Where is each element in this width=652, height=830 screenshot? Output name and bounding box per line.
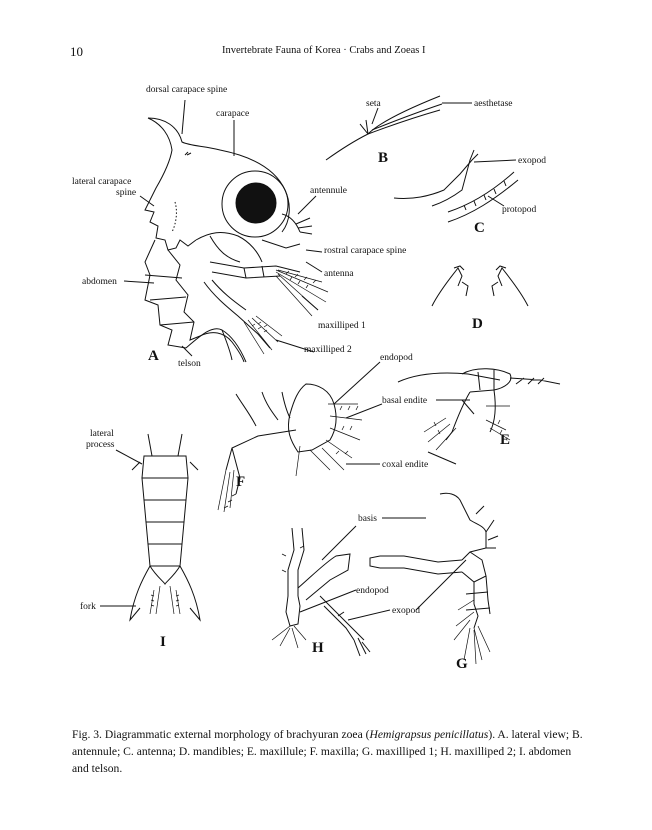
label-protopod: protopod [502,205,537,215]
label-lateral-carapace-spine-line2: spine [116,188,137,198]
caption-prefix: Fig. 3. Diagrammatic external morphology of brachyuran zoea ( [72,727,370,741]
maxilliped-1-drawing [370,493,498,664]
panel-label-d: D [472,316,483,332]
antennule-drawing [326,96,472,160]
panel-label-b: B [378,150,389,166]
panel-label-h: H [312,640,324,656]
label-endopod-h: endopod [356,586,389,596]
mandibles-drawing [432,266,528,306]
label-coxal-endite: coxal endite [382,460,429,470]
figure-caption [72,726,590,777]
label-exopod-c: exopod [518,156,546,166]
running-title: Invertebrate Fauna of Korea · Crabs and Zoeas I [222,45,426,56]
label-exopod-h: exopod [392,606,420,616]
caption-species: Hemigrapsus penicillatus [369,727,489,741]
label-maxilliped-1: maxilliped 1 [318,321,366,331]
label-lateral-process-line2: process [86,440,115,450]
figure-labels [72,85,546,672]
panel-label-c: C [474,220,485,236]
label-basis: basis [358,514,377,524]
label-endopod-e: endopod [380,353,413,363]
label-antennule: antennule [310,186,347,196]
antenna-drawing [394,150,518,222]
zoea-lateral-drawing [124,100,328,362]
label-antenna: antenna [324,269,354,279]
panel-label-f: F [236,474,246,490]
abdomen-telson-drawing [100,434,200,620]
label-abdomen: abdomen [82,277,117,287]
label-fork: fork [80,602,96,612]
label-rostral-carapace-spine: rostral carapace spine [324,246,407,256]
label-basal-endite: basal endite [382,396,428,406]
label-lateral-carapace-spine-line1: lateral carapace [72,177,132,187]
maxillule-drawing [398,369,560,464]
label-dorsal-carapace-spine: dorsal carapace spine [146,85,228,95]
caption-suffix: ). A. lateral view; B. antennule; C. antenna; D. mandibles; E. maxillule; F. maxilla; G. maxilliped 1; H. maxilliped 2; I. abdomen and telson. [72,727,583,775]
panel-label-i: I [160,634,166,650]
panel-label-e: E [500,432,511,448]
page-number: 10 [70,44,83,59]
label-aesthetase: aesthetase [474,99,513,109]
panel-label-g: G [456,656,468,672]
panel-label-a: A [148,348,159,364]
label-maxilliped-2: maxilliped 2 [304,345,352,355]
label-telson: telson [178,359,201,369]
label-lateral-process-line1: lateral [90,429,114,439]
label-carapace: carapace [216,109,250,119]
label-seta: seta [366,99,381,109]
